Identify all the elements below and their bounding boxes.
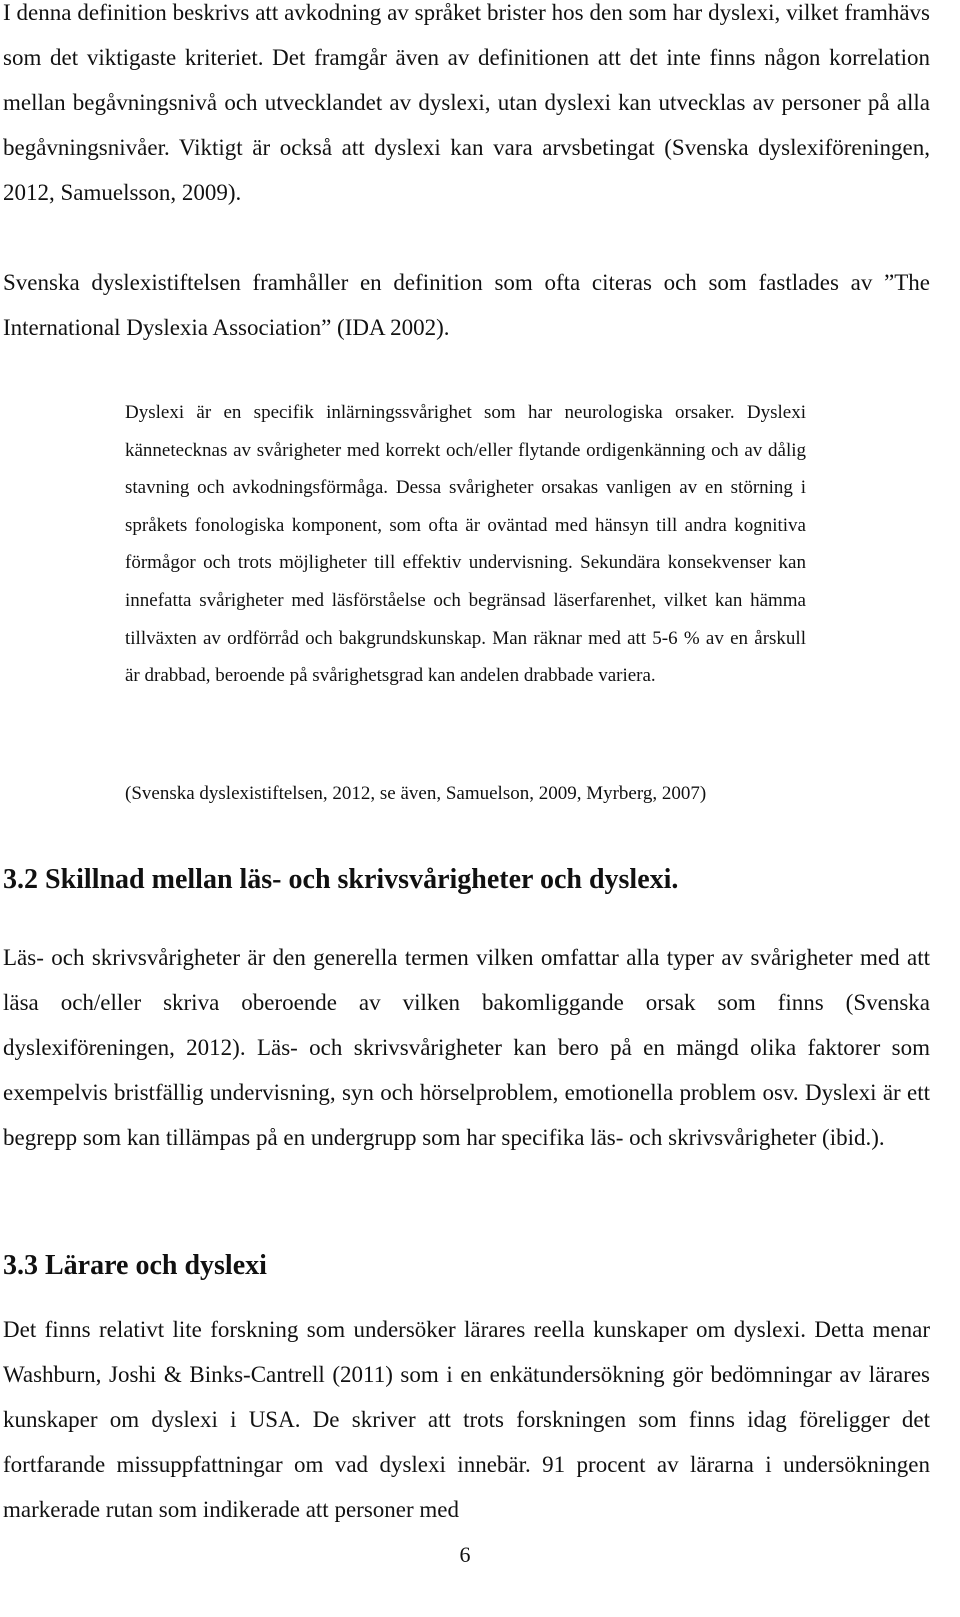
paragraph-definition-summary: I denna definition beskrivs att avkodning av språket brister hos den som har dyslexi, vilket framhävs som det viktigaste kriteriet. Det framgår även av definitionen att det inte finns någon korrelation mellan begåvningsnivå och utvecklandet av dyslexi, utan dyslexi kan utvecklas av personer på alla begåvningsnivåer. Viktigt är också att dyslexi kan vara arvsbetingat (Svenska dyslexiföreningen, 2012, Samuelsson, 2009). [3, 0, 930, 205]
paragraph-teachers: Det finns relativt lite forskning som undersöker lärares reella kunskaper om dyslexi. Detta menar Washburn, Joshi & Binks-Cantrell (2011) som i en enkätundersökning gör bedömningar av lärares kunskaper om dyslexi i USA. De skriver att trots forskningen som finns idag föreligger det fortfarande missuppfattningar om vad dyslexi innebär. 91 procent av lärarna i undersökningen markerade rutan som indikerade att personer med [3, 1317, 930, 1522]
section-heading-3-2: 3.2 Skillnad mellan läs- och skrivsvårigheter och dyslexi. [3, 864, 679, 895]
page-number: 6 [459, 1542, 471, 1567]
paragraph-definition-intro: Svenska dyslexistiftelsen framhåller en definition som ofta citeras och som fastlades av ”The International Dyslexia Association” (IDA 2002). [3, 270, 930, 340]
definition-quote: Dyslexi är en specifik inlärningssvårighet som har neurologiska orsaker. Dyslexi kännetecknas av svårigheter med korrekt och/eller flytande ordigenkänning och av dålig stavning och avkodningsförmåga. Dessa svårigheter orsakas vanligen av en störning i språkets fonologiska komponent, som ofta är oväntad med hänsyn till andra kognitiva förmågor och trots möjligheter till effektiv undervisning. Sekundära konsekvenser kan innefatta svårigheter med läsförståelse och begränsad läserfarenhet, vilket kan hämma tillväxten av ordförråd och bakgrundskunskap. Man räknar med att 5-6 % av en årskull är drabbad, beroende på svårighetsgrad kan andelen drabbade variera. [125, 402, 806, 687]
paragraph-difference: Läs- och skrivsvårigheter är den generella termen vilken omfattar alla typer av svårigheter med att läsa och/eller skriva oberoende av vilken bakomliggande orsak som finns (Svenska dyslexiföreningen, 2012). Läs- och skrivsvårigheter kan bero på en mängd olika faktorer som exempelvis bristfällig undervisning, syn och hörselproblem, emotionella problem osv. Dyslexi är ett begrepp som kan tillämpas på en undergrupp som har specifika läs- och skrivsvårigheter (ibid.). [3, 945, 930, 1150]
quote-citation: (Svenska dyslexistiftelsen, 2012, se även, Samuelson, 2009, Myrberg, 2007) [125, 783, 707, 804]
section-heading-3-3: 3.3 Lärare och dyslexi [3, 1250, 267, 1281]
